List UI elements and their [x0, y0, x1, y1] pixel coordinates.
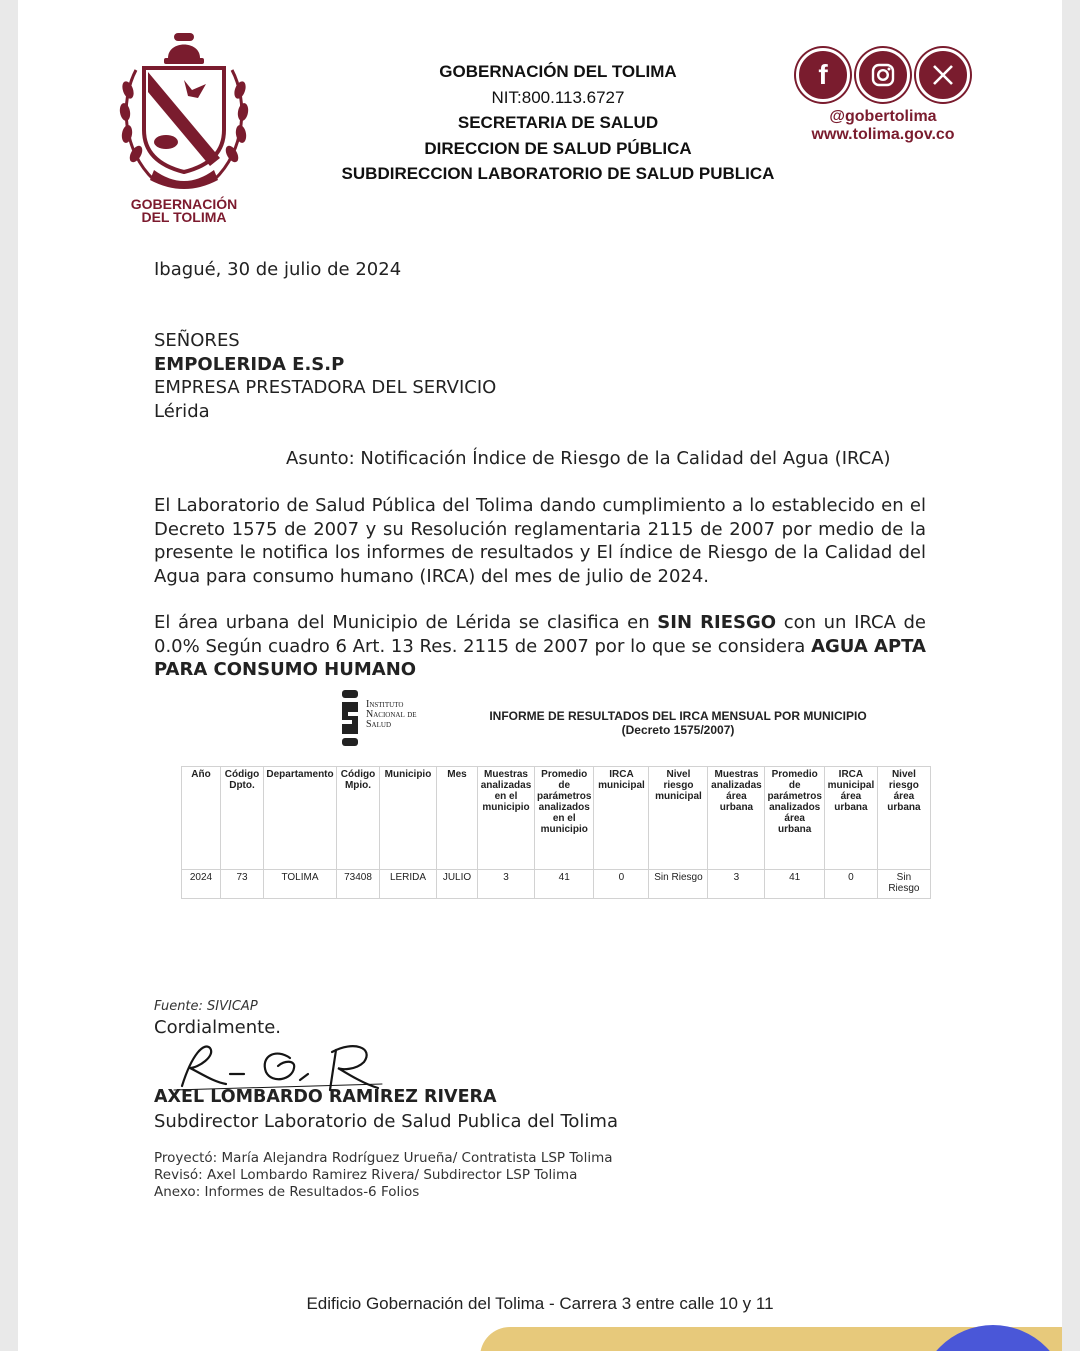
- cell-irca-municipal: 0: [594, 870, 649, 899]
- header-secretaria: SECRETARIA DE SALUD: [457, 113, 659, 132]
- ins-logo: [340, 690, 417, 752]
- recipient-line1: SEÑORES: [154, 330, 240, 351]
- salutation: Cordialmente.: [154, 1017, 281, 1038]
- projected-by: Proyectó: María Alejandra Rodríguez Urueña/ Contratista LSP Tolima: [154, 1150, 613, 1166]
- reviewed-by: Revisó: Axel Lombardo Ramirez Rivera/ Subdirector LSP Tolima: [154, 1167, 578, 1183]
- table-header-row: [182, 767, 931, 870]
- cell-codigo-dpto: 73: [221, 870, 264, 899]
- recipient-company: EMPOLERIDA E.S.P: [154, 354, 345, 375]
- ins-mark-icon: [340, 690, 360, 748]
- facebook-icon[interactable]: f: [796, 48, 850, 102]
- report-subtitle: (Decreto 1575/2007): [621, 723, 735, 737]
- crest-label-line2: DEL TOLIMA: [141, 209, 227, 225]
- cell-mes: JULIO: [437, 870, 478, 899]
- paragraph-1: El Laboratorio de Salud Pública del Tolima dando cumplimiento a lo establecido en el Decreto 1575 de 2007 y su Resolución reglamentaria 2115 de 2007 por medio de la presente le notifica los informes de resultados y El índice de Riesgo de la Calidad del Agua para consumo humano (IRCA) del mes de julio de 2024.: [154, 495, 926, 587]
- signer-name: AXEL LOMBARDO RAMIREZ RIVERA: [154, 1087, 497, 1107]
- report-title: INFORME DE RESULTADOS DEL IRCA MENSUAL POR MUNICIPIO: [489, 709, 867, 723]
- recipient-city: Lérida: [154, 401, 210, 422]
- col-header: Código Mpio.: [337, 767, 380, 870]
- paragraph-2: [154, 611, 926, 682]
- social-handle[interactable]: @gobertolima: [829, 108, 937, 125]
- cell-anio: 2024: [182, 870, 221, 899]
- col-header: Promedio de parámetros analizados área urbana: [765, 767, 824, 870]
- header-direccion: DIRECCION DE SALUD PÚBLICA: [424, 139, 692, 158]
- header-nit: NIT:800.113.6727: [491, 88, 625, 107]
- cell-departamento: TOLIMA: [264, 870, 337, 899]
- paragraph-2-text-b: con un IRCA de 0.0% Según cuadro 6 Art. 13 Res. 2115 de 2007 por lo que se considera: [154, 612, 926, 657]
- col-header: IRCA municipal: [594, 767, 649, 870]
- website-link[interactable]: www.tolima.gov.co: [811, 126, 955, 143]
- x-icon[interactable]: [916, 48, 970, 102]
- col-header: Municipio: [380, 767, 437, 870]
- header-org: GOBERNACIÓN DEL TOLIMA: [439, 62, 677, 81]
- classification-sin-riesgo: SIN RIESGO: [657, 612, 777, 633]
- cell-codigo-mpio: 73408: [337, 870, 380, 899]
- subject-line: Asunto: Notificación Índice de Riesgo de la Calidad del Agua (IRCA): [286, 448, 891, 469]
- letter-page: [18, 0, 1062, 1351]
- cell-promedio-urbana: 41: [765, 870, 824, 899]
- col-header: Nivel riesgo área urbana: [877, 767, 930, 870]
- cell-promedio-municipio: 41: [535, 870, 594, 899]
- header-subdireccion: SUBDIRECCION LABORATORIO DE SALUD PUBLICA: [341, 164, 775, 183]
- tolima-crest-logo: [114, 30, 254, 198]
- col-header: Año: [182, 767, 221, 870]
- cell-nivel-riesgo-urbana: Sin Riesgo: [877, 870, 930, 899]
- ins-name-line2: Nacional de: [366, 709, 417, 720]
- crest-label-line1: GOBERNACIÓN: [130, 196, 238, 212]
- table-row: [182, 870, 931, 899]
- col-header: Muestras analizadas en el municipio: [478, 767, 535, 870]
- cell-irca-urbana: 0: [824, 870, 877, 899]
- source-note: Fuente: SIVICAP: [154, 999, 258, 1014]
- cell-municipio: LERIDA: [380, 870, 437, 899]
- cell-muestras-municipio: 3: [478, 870, 535, 899]
- annex-note: Anexo: Informes de Resultados-6 Folios: [154, 1184, 420, 1200]
- classification-agua-apta: AGUA APTA PARA CONSUMO HUMANO: [154, 635, 926, 680]
- report-title-block: [468, 709, 888, 737]
- instagram-icon[interactable]: [856, 48, 910, 102]
- crest-label: [114, 198, 254, 224]
- col-header: Promedio de parámetros analizados en el municipio: [535, 767, 594, 870]
- paragraph-2-text-a: El área urbana del Municipio de Lérida se clasifica en: [154, 612, 658, 633]
- recipient-line3: EMPRESA PRESTADORA DEL SERVICIO: [154, 377, 497, 398]
- irca-results-table: [181, 766, 931, 899]
- footer-address: Edificio Gobernación del Tolima - Carrera 3 entre calle 10 y 11: [306, 1294, 774, 1313]
- cell-muestras-urbana: 3: [708, 870, 765, 899]
- col-header: Código Dpto.: [221, 767, 264, 870]
- ins-name-line1: Instituto: [366, 699, 404, 710]
- cell-nivel-riesgo-municipal: Sin Riesgo: [649, 870, 708, 899]
- ins-name-line3: Salud: [366, 719, 392, 730]
- col-header: Nivel riesgo municipal: [649, 767, 708, 870]
- col-header: Departamento: [264, 767, 337, 870]
- col-header: Muestras analizadas área urbana: [708, 767, 765, 870]
- col-header: IRCA municipal área urbana: [824, 767, 877, 870]
- signer-title: Subdirector Laboratorio de Salud Publica del Tolima: [154, 1111, 618, 1132]
- place-date: Ibagué, 30 de julio de 2024: [154, 259, 402, 280]
- col-header: Mes: [437, 767, 478, 870]
